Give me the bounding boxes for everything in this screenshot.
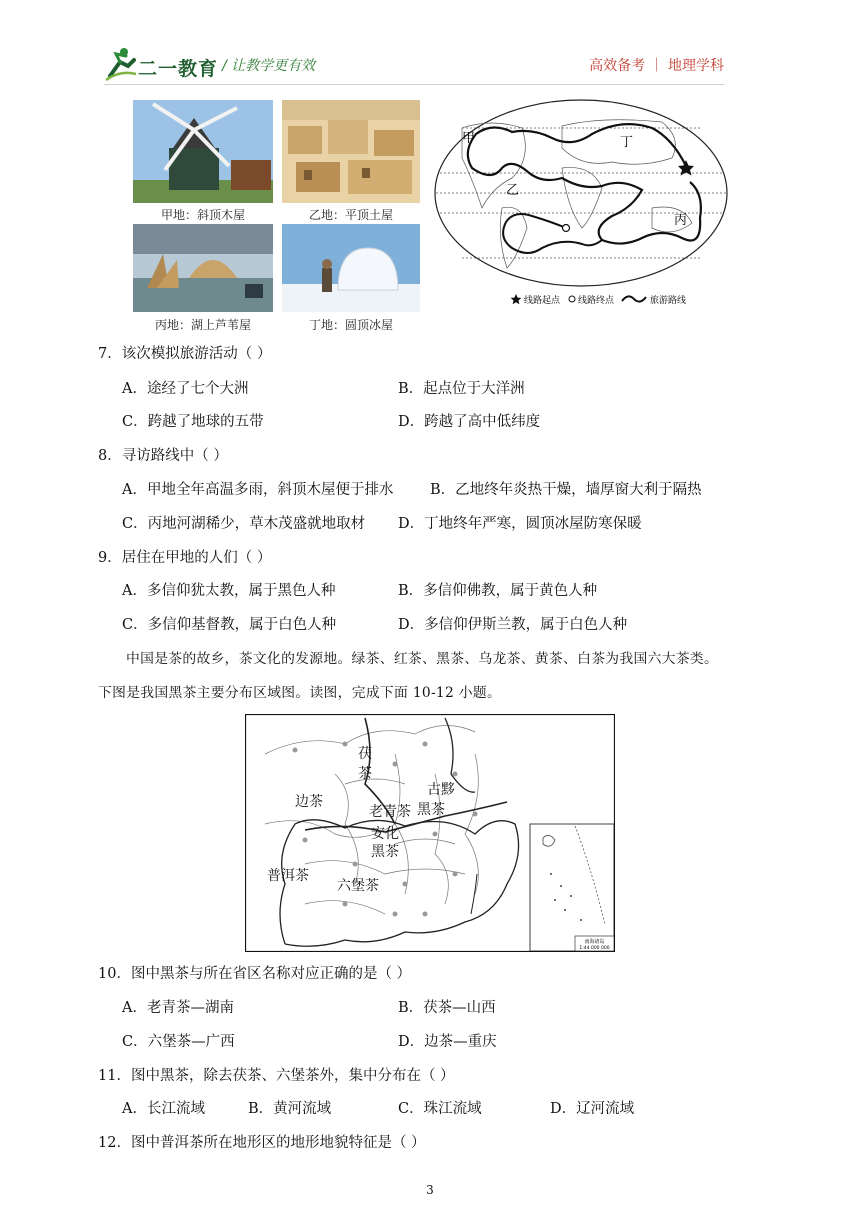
map-label-yi: 乙 <box>506 183 520 198</box>
q8-option-a: A．甲地全年高温多雨，斜顶木屋便于排水 <box>122 482 394 498</box>
q9-option-a: A．多信仰犹太教，属于黑色人种 <box>122 583 336 599</box>
page-header <box>104 44 724 84</box>
photo-windmill <box>133 100 273 203</box>
map-label-ding: 丁 <box>620 135 634 150</box>
q10-option-d: D．边茶—重庆 <box>398 1034 497 1050</box>
inset-scale: 1:44 000 000 <box>579 946 610 951</box>
header-subject: 高效备考 ｜ 地理学科 <box>589 58 724 74</box>
svg-text:线路终点: 线路终点 <box>578 296 615 306</box>
passage-line-2: 下图是我国黑茶主要分布区域图。读图，完成下面 10-12 小题。 <box>98 685 502 701</box>
caption-bing: 丙地：湖上芦苇屋 <box>154 318 251 332</box>
label-heicha: 黑茶 <box>371 844 399 860</box>
map-label-bing: 丙 <box>674 213 688 228</box>
question-10: 10．图中黑茶与所在省区名称对应正确的是（ ） <box>98 966 412 982</box>
label-heicha-right: 黑茶 <box>417 802 445 818</box>
runner-logo-icon <box>104 46 138 82</box>
svg-text:线路起点: 线路起点 <box>524 296 561 306</box>
label-liubao: 六堡茶 <box>337 878 379 894</box>
q11-option-b: B．黄河流域 <box>248 1101 332 1117</box>
q10-option-b: B．茯茶—山西 <box>398 1000 496 1016</box>
logo-text: 二一教育 <box>138 58 219 80</box>
inset-title: 南海诸岛 <box>584 939 605 945</box>
label-yi: 黟 <box>441 782 455 798</box>
photo-mud-houses <box>282 100 420 203</box>
q9-option-b: B．多信仰佛教，属于黄色人种 <box>398 583 598 599</box>
photo-reed-house <box>133 224 273 312</box>
q11-option-a: A．长江流域 <box>122 1101 205 1117</box>
question-11: 11．图中黑茶，除去茯茶、六堡茶外，集中分布在（ ） <box>98 1068 455 1084</box>
label-biancha: 边茶 <box>295 794 323 810</box>
label-fu-cha: 茶 <box>358 766 372 782</box>
caption-jia: 甲地：斜顶木屋 <box>160 208 245 222</box>
label-laoqingcha: 老青茶 <box>369 804 411 820</box>
question-8: 8．寻访路线中（ ） <box>98 448 228 464</box>
route-map-legend <box>511 294 686 306</box>
page-number: 3 <box>426 1183 434 1197</box>
caption-yi: 乙地：平顶土屋 <box>308 208 393 222</box>
question-12: 12．图中普洱茶所在地形区的地形地貌特征是（ ） <box>98 1135 426 1151</box>
q8-option-d: D．丁地终年严寒，圆顶冰屋防寒保暖 <box>398 516 642 532</box>
svg-text:旅游路线: 旅游路线 <box>650 296 687 306</box>
passage-line-1: 中国是茶的故乡，茶文化的发源地。绿茶、红茶、黑茶、乌龙茶、黄茶、白茶为我国六大茶类。 <box>126 651 719 667</box>
south-china-sea-inset <box>530 824 614 951</box>
q7-option-b: B．起点位于大洋洲 <box>398 381 525 397</box>
label-gu: 古 <box>427 782 441 798</box>
caption-ding: 丁地：圆顶冰屋 <box>308 318 393 332</box>
header-divider <box>104 84 724 85</box>
q10-option-a: A．老青茶—湖南 <box>122 1000 234 1016</box>
q11-option-c: C．珠江流域 <box>398 1101 482 1117</box>
label-anhua: 安化 <box>371 826 399 842</box>
route-end-circle-icon <box>563 225 570 232</box>
header-slogan: / 让教学更有效 <box>222 58 316 74</box>
q9-option-d: D．多信仰伊斯兰教，属于白色人种 <box>398 617 628 633</box>
label-puer: 普洱茶 <box>267 868 309 884</box>
question-9: 9．居住在甲地的人们（ ） <box>98 550 272 566</box>
question-7: 7．该次模拟旅游活动（ ） <box>98 346 272 362</box>
map-label-jia: 甲 <box>462 131 476 146</box>
photo-igloo <box>282 224 420 312</box>
q7-option-a: A．途经了七个大洲 <box>122 381 249 397</box>
q7-option-d: D．跨越了高中低纬度 <box>398 414 541 430</box>
q8-option-b: B．乙地终年炎热干燥，墙厚窗大利于隔热 <box>430 482 702 498</box>
q11-option-d: D．辽河流域 <box>550 1101 635 1117</box>
tea-distribution-map <box>245 714 615 952</box>
q8-option-c: C．丙地河湖稀少，草木茂盛就地取材 <box>122 516 366 532</box>
world-route-map <box>432 98 730 310</box>
q10-option-c: C．六堡茶—广西 <box>122 1034 235 1050</box>
label-fu: 茯 <box>358 746 372 762</box>
q7-option-c: C．跨越了地球的五带 <box>122 414 264 430</box>
q9-option-c: C．多信仰基督教，属于白色人种 <box>122 617 337 633</box>
